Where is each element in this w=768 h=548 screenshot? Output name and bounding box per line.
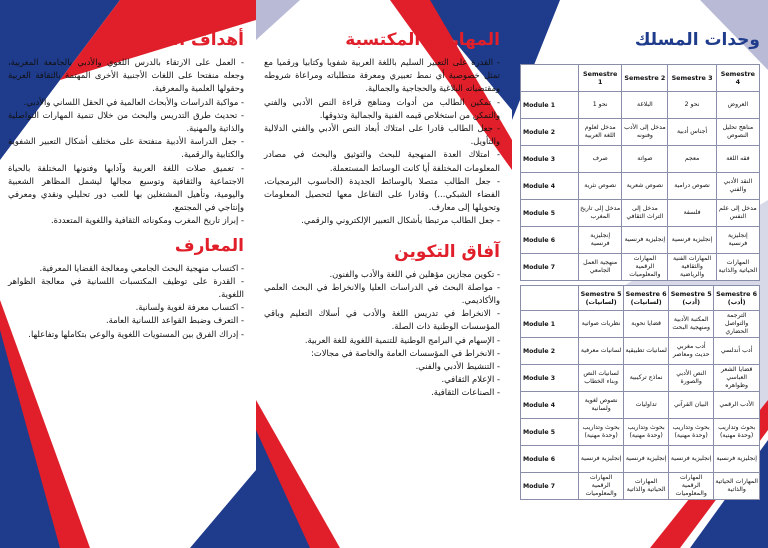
module-cell (622, 200, 668, 227)
module-cell-text: مدخل إلى تاريخ المغرب (580, 205, 621, 220)
module-cell-text: العروض (727, 101, 749, 108)
column-header: Semestre 2 (622, 65, 668, 92)
module-label: Module 4 (521, 173, 579, 200)
goal-item: - جعل الدراسة الأدبية منفتحة على مختلف أشكال التعبير الشفوية والكتابية والرقمية. (8, 135, 244, 161)
module-cell-text: قضايا الشعر العباسي وظواهره (721, 366, 753, 389)
module-cell (579, 200, 622, 227)
module-cell-text: مدخل إلى التراث الثقافي (626, 205, 664, 220)
module-cell-text: المهارات الحياتية والذاتية (718, 259, 758, 274)
module-cell (668, 254, 716, 281)
prospect-item: - تكوين مجازين مؤهلين في اللغة والأدب والفنون. (264, 268, 500, 281)
module-cell (579, 227, 622, 254)
module-cell (668, 119, 716, 146)
skills-title: المهارات المكتسبة (345, 30, 500, 50)
module-label: Module 5 (521, 419, 579, 446)
module-cell-text: لسانيات تطبيقية (625, 347, 667, 354)
prospect-item: - الانخراط في تدريس اللغة والأدب في أسلاك التعليم وباقي المؤسسات الوطنية ذات الصلة. (264, 307, 500, 333)
module-cell (579, 473, 624, 500)
module-label: Module 3 (521, 365, 579, 392)
module-cell (579, 254, 622, 281)
module-label: Module 4 (521, 392, 579, 419)
table-row (521, 419, 760, 446)
module-cell-text: مدخل لعلوم اللغة العربية (584, 124, 616, 139)
panel-skills-prospects (256, 0, 512, 548)
module-cell-text: المهارات الفنية والثقافية والرياضية (672, 255, 712, 278)
knowledge-section (8, 236, 244, 341)
module-cell-text: نصوص نثرية (584, 182, 617, 189)
module-cell (624, 446, 669, 473)
table-row (521, 311, 760, 338)
module-cell-text: صواتة (637, 155, 653, 162)
module-label: Module 1 (521, 92, 579, 119)
module-cell-text: بحوث وتداريب (وحدة مهنية) (718, 424, 756, 439)
knowledge-item: - القدرة على توظيف المكتسبات اللسانية في معالجة الظواهر اللغوية. (8, 275, 244, 301)
module-cell-text: أدب أندلسي (720, 347, 753, 354)
module-cell (579, 173, 622, 200)
module-label: Module 3 (521, 146, 579, 173)
panel-goals-knowledge (0, 0, 256, 548)
module-cell (669, 446, 714, 473)
module-cell-text: بحوث وتداريب (وحدة مهنية) (627, 424, 665, 439)
module-cell (714, 419, 760, 446)
module-cell-text: إنجليزية فرنسية (590, 232, 611, 247)
module-cell (669, 392, 714, 419)
knowledge-item: - اكتساب معرفة لغوية ولسانية. (8, 301, 244, 314)
module-cell-text: أدب مغربي حديث ومعاصر (672, 343, 710, 358)
module-cell-text: النقد الأدبي والفني (723, 178, 753, 193)
module-cell (716, 200, 759, 227)
skill-item: - جعل الطالب قادرا على امتلاك أبعاد النص الأدبي والفني الدلالية والتأويل. (264, 122, 500, 148)
module-label: Module 2 (521, 338, 579, 365)
skill-item: - امتلاك العدة المنهجية للبحث والتوثيق والبحث في مصادر المعلومات المختلفة أيا كانت الوسائط المستعملة. (264, 148, 500, 174)
module-cell (716, 92, 759, 119)
module-cell (579, 365, 624, 392)
module-cell-text: لسانيات النص وبناء الخطاب (583, 370, 619, 385)
table-row (521, 254, 760, 281)
module-cell (669, 419, 714, 446)
module-cell-text: بحوث وتداريب (وحدة مهنية) (582, 424, 620, 439)
column-header: Semestre 5 (أدب) (669, 286, 714, 311)
module-cell (716, 173, 759, 200)
module-cell (622, 146, 668, 173)
module-label: Module 7 (521, 473, 579, 500)
module-cell (624, 392, 669, 419)
module-cell-text: المهارات الحياتية والذاتية (715, 478, 758, 493)
knowledge-item: - إدراك الفرق بين المستويات اللغوية والوعي بتكاملها وتفاعلها. (8, 328, 244, 341)
module-label: Module 7 (521, 254, 579, 281)
prospect-item: - التنشيط الأدبي والفني. (264, 360, 500, 373)
module-cell (579, 446, 624, 473)
module-cell-text: المهارات الرقمية والمعلوميات (629, 255, 661, 278)
table-header-row (521, 65, 760, 92)
module-cell (716, 227, 759, 254)
module-cell-text: النص الأدبي والصورة (676, 370, 707, 385)
module-cell-text: تداوليات (635, 401, 657, 408)
prospect-item: - الانخراط في المؤسسات العامة والخاصة في مجالات: (264, 347, 500, 360)
panel-modules (512, 0, 768, 548)
goal-item: - العمل على الارتقاء بالدرس اللغوي والأدبي بالجامعة المغربية، وجعله منفتحا على اللغات الأجنبية الأخرى المهتمة بالثقافة العربية وحقولها العلمية والمعرفية. (8, 56, 244, 96)
table-row (521, 338, 760, 365)
module-cell (579, 338, 624, 365)
table-row (521, 200, 760, 227)
module-cell (622, 173, 668, 200)
module-label: Module 5 (521, 200, 579, 227)
module-cell-text: فلسفة (683, 209, 701, 216)
module-cell-text: المهارات الحياتية والذاتية (626, 478, 666, 493)
table-semesters-5-6 (520, 285, 760, 500)
module-cell (579, 419, 624, 446)
module-cell-text: المكتبة الأدبية ومنهجية البحث (672, 316, 711, 331)
table-row (521, 227, 760, 254)
module-cell (714, 365, 760, 392)
module-cell (714, 311, 760, 338)
column-header: Semestre 6 (أدب) (714, 286, 760, 311)
module-cell (669, 311, 714, 338)
module-cell-text: فقه اللغة (726, 155, 750, 162)
module-cell-text: المهارات الرقمية والمعلوميات (675, 474, 707, 497)
module-cell-text: بحوث وتداريب (وحدة مهنية) (672, 424, 710, 439)
module-cell (669, 365, 714, 392)
module-cell (668, 200, 716, 227)
table-row (521, 92, 760, 119)
module-cell-text: قضايا نحوية (631, 320, 662, 327)
module-cell-text: الترجمة والتواصل الحضاري (724, 312, 749, 335)
module-cell (716, 254, 759, 281)
module-cell-text: مدخل إلى علم النفس (719, 205, 757, 220)
column-header: Semestre 6 (لسانيات) (624, 286, 669, 311)
module-cell (714, 446, 760, 473)
goals-title: أهداف التكوين (123, 30, 244, 50)
table-row (521, 146, 760, 173)
table-row (521, 119, 760, 146)
modules-title: وحدات المسلك (634, 30, 760, 50)
module-cell-text: نحو 1 (592, 101, 608, 108)
module-cell-text: إنجليزية فرنسية (670, 455, 712, 462)
module-cell-text: أجناس أدبية (676, 128, 708, 135)
prospect-item: - مواصلة البحث في الدراسات العليا والانخراط في البحث العلمي والأكاديمي. (264, 281, 500, 307)
module-cell (624, 338, 669, 365)
module-cell-text: نصوص لغوية ولسانية (584, 397, 618, 412)
module-cell (716, 146, 759, 173)
module-cell (622, 254, 668, 281)
module-cell (668, 227, 716, 254)
module-cell-text: البيان القرآني (673, 401, 709, 408)
table-row (521, 446, 760, 473)
module-cell (714, 392, 760, 419)
module-cell (669, 473, 714, 500)
module-cell (716, 119, 759, 146)
module-cell (579, 92, 622, 119)
module-cell-text: إنجليزية فرنسية (580, 455, 622, 462)
module-cell-text: نظريات صواتية (581, 320, 621, 327)
table-row (521, 173, 760, 200)
module-cell-text: مدخل إلى الأدب وفنونه (624, 124, 666, 139)
skills-section (264, 30, 500, 228)
column-header: Semestre 3 (668, 65, 716, 92)
module-cell-text: لسانيات معرفية (580, 347, 622, 354)
table-row (521, 392, 760, 419)
module-cell (579, 146, 622, 173)
module-cell-text: معجم (684, 155, 700, 162)
goals-section (8, 30, 244, 228)
prospect-item: - الصناعات الثقافية. (264, 386, 500, 399)
module-cell (622, 119, 668, 146)
skill-item: - القدرة على التعبير السليم باللغة العربية شفويا وكتابيا ورقميا مع تمثل خصوصية أي نمط تعبيري ومعرفة متطلباته ومراعاة شروطه ومقتضياته البلاغية والحجاجية والجمالية. (264, 56, 500, 96)
module-cell (624, 419, 669, 446)
module-cell-text: المهارات الرقمية والمعلوميات (585, 474, 617, 497)
prospects-section (264, 242, 500, 400)
table-header-row (521, 286, 760, 311)
module-cell (668, 173, 716, 200)
module-cell-text: نصوص شعرية (626, 182, 664, 189)
column-header (521, 65, 579, 92)
prospect-item: - الإسهام في البرامج الوطنية للتنمية اللغوية للغة العربية. (264, 334, 500, 347)
goal-item: - مواكبة الدراسات والأبحاث العالمية في الحقل اللساني والأدبي. (8, 96, 244, 109)
module-label: Module 1 (521, 311, 579, 338)
module-cell-text: نحو 2 (684, 101, 700, 108)
skill-item: - تمكين الطالب من أدوات ومناهج قراءة النص الأدبي والفني والتمكن من استخلاص قيمه الفنية والجمالية وتذوقها. (264, 96, 500, 122)
module-cell-text: نصوص درامية (674, 182, 710, 189)
goal-item: - تعميق صلات اللغة العربية وآدابها وفنونها المختلفة بالحياة الاجتماعية والثقافية وتوسيع مجالها ليشمل المظاهر الشعبية واليومية، وتأهيل المشتغلين بها للعب دور تحليلي ونقدي ومعرفي وإنتاجي في المجتمع. (8, 162, 244, 215)
module-cell (579, 119, 622, 146)
table-row (521, 365, 760, 392)
knowledge-item: - التعرف وضبط القواعد اللسانية العامة. (8, 314, 244, 327)
module-cell (579, 392, 624, 419)
module-cell-text: منهجية العمل الجامعي (583, 259, 618, 274)
module-cell-text: صرف (592, 155, 608, 162)
module-cell (622, 227, 668, 254)
module-cell-text: نماذج تركيبية (629, 374, 663, 381)
column-header: Semestre 1 (579, 65, 622, 92)
goal-item: - تحديث طرق التدريس والبحث من خلال تنمية المهارات التواصلية والذاتية والمهنية. (8, 109, 244, 135)
module-cell (668, 146, 716, 173)
column-header (521, 286, 579, 311)
module-cell (624, 473, 669, 500)
module-label: Module 2 (521, 119, 579, 146)
module-cell (579, 311, 624, 338)
module-cell-text: إنجليزية فرنسية (625, 455, 667, 462)
module-cell-text: إنجليزية فرنسية (671, 236, 713, 243)
skill-item: - جعل الطالب متصلا بالوسائط الجديدة (الحاسوب البرمجيات، الفضاء الشبكي...) وقادرا على التفاعل معها لتحصيل المعلومات وتحويلها إلى معارف. (264, 175, 500, 215)
column-header: Semestre 4 (716, 65, 759, 92)
module-cell (669, 338, 714, 365)
module-cell (624, 311, 669, 338)
knowledge-title: المعارف (174, 235, 244, 256)
module-cell-text: البلاغة (637, 101, 653, 108)
skill-item: - جعل الطالب مرتبطا بأشكال التعبير الإلكتروني والرقمي. (264, 214, 500, 227)
module-cell (714, 473, 760, 500)
module-cell-text: مناهج تحليل النصوص (722, 124, 754, 139)
table-row (521, 473, 760, 500)
module-label: Module 6 (521, 446, 579, 473)
table-semesters-1-4 (520, 64, 760, 281)
prospect-item: - الإعلام الثقافي. (264, 373, 500, 386)
module-cell-text: إنجليزية فرنسية (716, 455, 757, 462)
prospects-title: آفاق التكوين (394, 241, 500, 262)
module-cell (714, 338, 760, 365)
module-cell (622, 92, 668, 119)
module-cell-text: إنجليزية فرنسية (727, 232, 748, 247)
knowledge-item: - اكتساب منهجية البحث الجامعي ومعالجة القضايا المعرفية. (8, 262, 244, 275)
goal-item: - إبراز تاريخ المغرب ومكوناته الثقافية واللغوية المتعددة. (8, 214, 244, 227)
module-cell (668, 92, 716, 119)
module-cell-text: الأدب الرقمي (719, 401, 754, 408)
module-label: Module 6 (521, 227, 579, 254)
module-cell-text: إنجليزية فرنسية (624, 236, 666, 243)
module-cell (624, 365, 669, 392)
column-header: Semestre 5 (لسانيات) (579, 286, 624, 311)
